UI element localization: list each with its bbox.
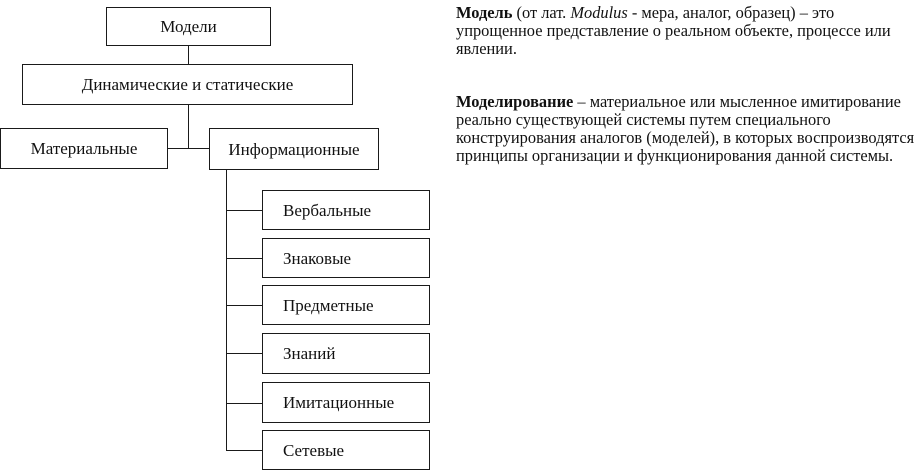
connector-dynamic-to-branch [188,105,189,148]
node-sub-label: Предметные [283,295,374,315]
node-sub-simulation [262,382,430,423]
node-sub-knowledge [262,333,430,374]
connector-to-sub-6 [226,450,262,451]
connector-to-sub-3 [226,305,262,306]
connector-branch-horizontal [168,148,209,149]
node-dynamic-static [22,64,353,105]
node-models [106,7,271,46]
definition-model-part1: (от лат. [512,3,571,22]
node-sub-label: Сетевые [283,440,345,460]
node-sub-verbal [262,190,430,230]
node-sub-label: Знаний [283,344,336,363]
node-material [0,128,168,169]
definition-modeling-term: Моделирование [456,92,574,111]
definition-model [456,4,918,58]
node-informational-label: Информационные [228,139,360,159]
node-sub-sign [262,238,430,278]
definition-model-term: Модель [456,3,513,22]
definition-modeling [456,93,918,165]
node-material-label: Материальные [30,139,138,158]
node-sub-network [262,430,430,470]
node-informational [209,128,379,170]
connector-to-sub-4 [226,353,262,354]
node-sub-subject [262,285,430,325]
connector-to-sub-2 [226,258,262,259]
connector-to-sub-5 [226,403,262,404]
node-sub-label: Имитационные [283,393,395,412]
definition-model-latin: Modulus [570,3,628,22]
definition-modeling-rest: – материальное или мысленное имитирование реально существующей системы путем специального конструирования аналогов (моделей), в которых воспроизводятся принципы организации и функционирования данной системы. [456,92,915,165]
connector-informational-trunk [226,170,227,451]
definition-model-part2: - мера, аналог, образец) – это упрощенное представление о реальном объекте, процессе или явлении. [456,3,891,58]
node-dynamic-static-label: Динамические и статические [81,75,294,94]
node-models-label: Модели [160,17,217,36]
connector-to-sub-1 [226,210,262,211]
node-sub-label: Знаковые [283,248,352,268]
connector-models-to-dynamic [188,46,189,64]
node-sub-label: Вербальные [283,200,372,220]
